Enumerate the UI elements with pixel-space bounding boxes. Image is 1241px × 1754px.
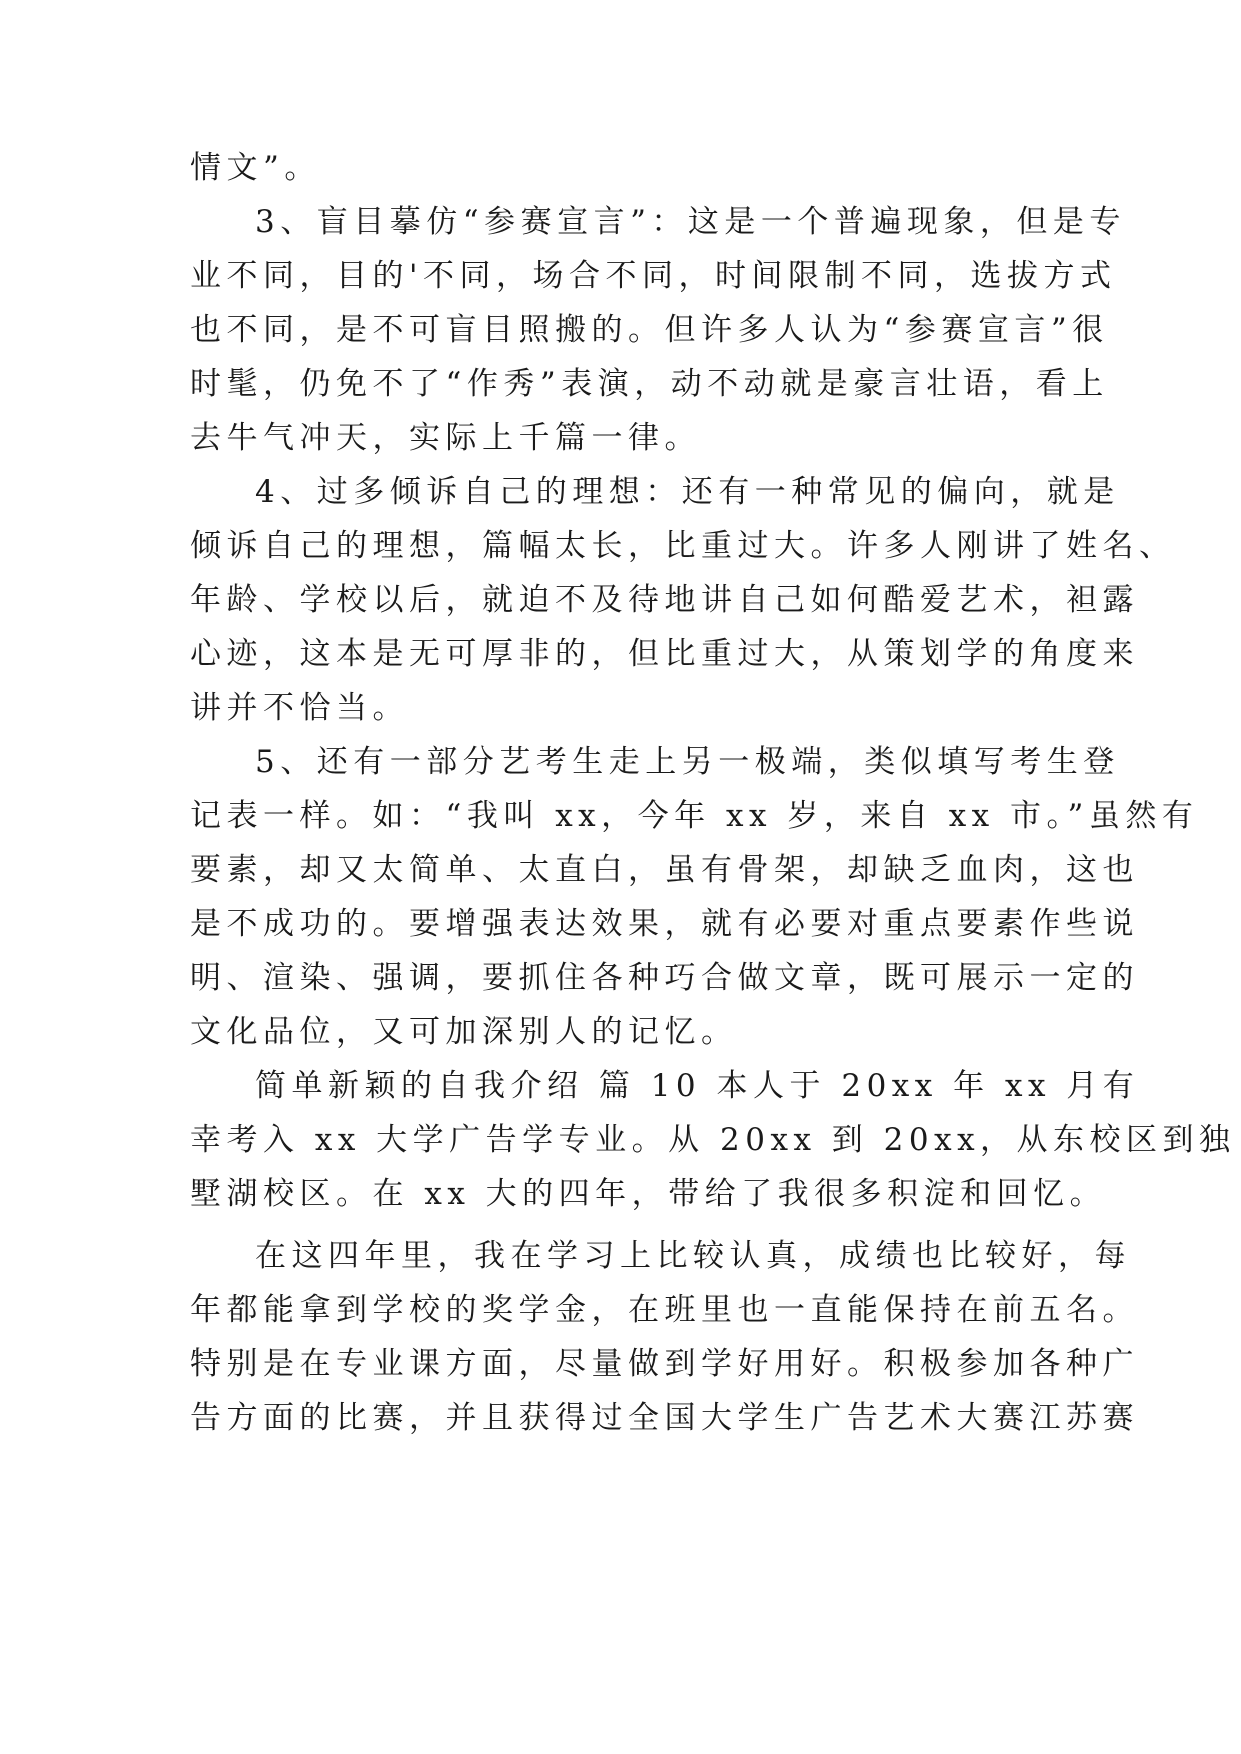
text-line: 时髦，仍免不了“作秀”表演，动不动就是豪言壮语，看上	[190, 366, 1109, 402]
paragraph-start: 在这四年里，我在学习上比较认真，成绩也比较好，每	[255, 1238, 1131, 1274]
text-line: 要素，却又太简单、太直白，虽有骨架，却缺乏血肉，这也	[190, 852, 1139, 888]
text-line: 也不同，是不可盲目照搬的。但许多人认为“参赛宣言”很	[190, 312, 1109, 348]
text-line: 去牛气冲天，实际上千篇一律。	[190, 420, 701, 456]
text-line: 特别是在专业课方面，尽量做到学好用好。积极参加各种广	[190, 1346, 1139, 1382]
section-heading-line: 简单新颖的自我介绍 篇 10 本人于 20xx 年 xx 月有	[255, 1068, 1140, 1104]
text-line: 心迹，这本是无可厚非的，但比重过大，从策划学的角度来	[190, 636, 1139, 672]
paragraph-3-start: 3、盲目摹仿“参赛宣言”：这是一个普遍现象，但是专	[255, 204, 1126, 240]
text-line: 文化品位，又可加深别人的记忆。	[190, 1014, 738, 1050]
text-line: 倾诉自己的理想，篇幅太长，比重过大。许多人刚讲了姓名、	[190, 528, 1176, 564]
text-line: 墅湖校区。在 xx 大的四年，带给了我很多积淀和回忆。	[190, 1176, 1107, 1212]
text-line: 告方面的比赛，并且获得过全国大学生广告艺术大赛江苏赛	[190, 1400, 1139, 1436]
text-line: 讲并不恰当。	[190, 690, 409, 726]
text-line: 年龄、学校以后，就迫不及待地讲自己如何酷爱艺术，袒露	[190, 582, 1139, 618]
paragraph-4-start: 4、过多倾诉自己的理想：还有一种常见的偏向，就是	[255, 474, 1120, 510]
text-line: 业不同，目的'不同，场合不同，时间限制不同，选拔方式	[190, 258, 1117, 294]
paragraph-5-start: 5、还有一部分艺考生走上另一极端，类似填写考生登	[255, 744, 1120, 780]
text-line: 明、渲染、强调，要抓住各种巧合做文章，既可展示一定的	[190, 960, 1139, 996]
text-line: 年都能拿到学校的奖学金，在班里也一直能保持在前五名。	[190, 1292, 1139, 1328]
text-line: 幸考入 xx 大学广告学专业。从 20xx 到 20xx，从东校区到独	[190, 1122, 1236, 1158]
text-line: 记表一样。如：“我叫 xx，今年 xx 岁，来自 xx 市。”虽然有	[190, 798, 1199, 834]
text-line: 情文”。	[190, 150, 321, 186]
text-line: 是不成功的。要增强表达效果，就有必要对重点要素作些说	[190, 906, 1139, 942]
